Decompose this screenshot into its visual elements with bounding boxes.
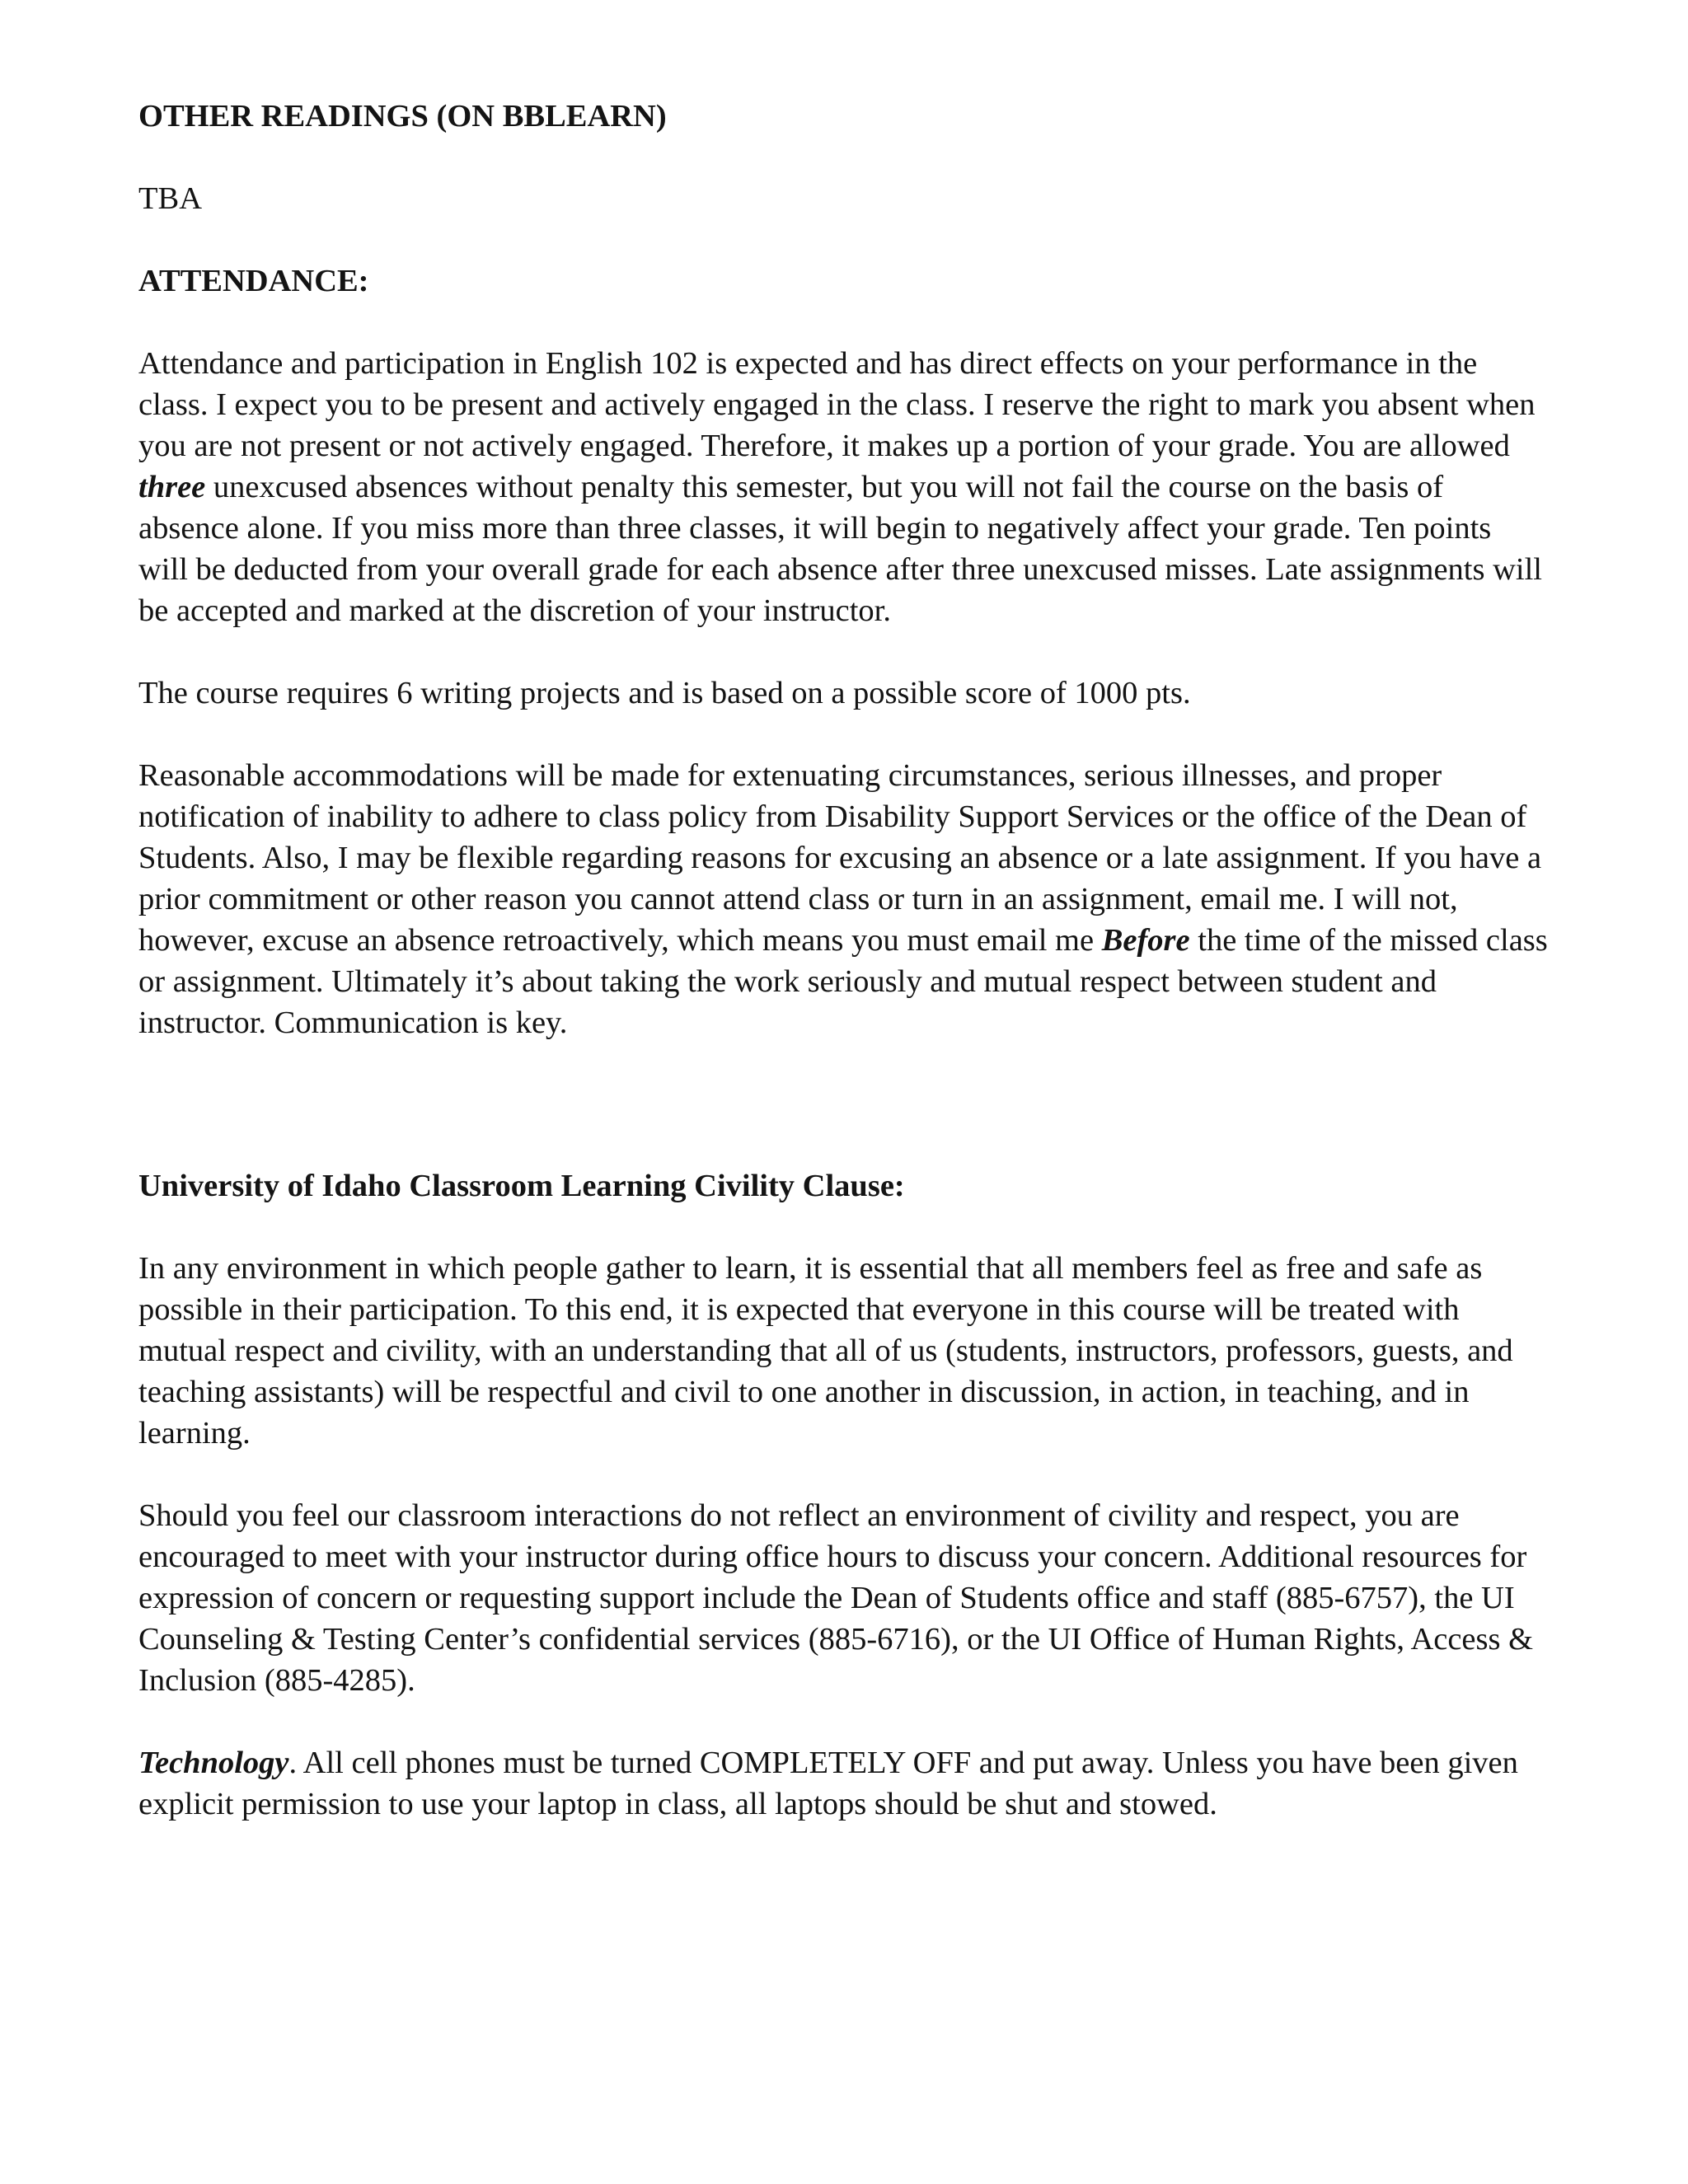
- attendance-heading: ATTENDANCE:: [138, 264, 369, 298]
- technology-label: Technology: [138, 1746, 289, 1780]
- civility-paragraph-2: Should you feel our classroom interactions do not reflect an environment of civility and respect, you are encouraged to meet with your instructor during office hours to discuss your concern. Additional resources for expression of concern or requesting support include the Dean of Students office and staff (885-6757), the UI Counseling & Testing Center’s confidential services (885-6716), or the UI Office of Human Rights, Access & Inclusion (885-4285).: [138, 1498, 1534, 1698]
- civility-heading: University of Idaho Classroom Learning Civility Clause:: [138, 1169, 905, 1203]
- attendance-p1-text-a: Attendance and participation in English 102 is expected and has direct effects on your performance in the class. I expect you to be present and actively engaged in the class. I reserve the right to mark you absent when you are not present or not actively engaged. Therefore, it makes up a portion of your grade. You are allowed: [138, 346, 1536, 463]
- attendance-paragraph-2: The course requires 6 writing projects and is based on a possible score of 1000 pts.: [138, 676, 1191, 710]
- attendance-p3-text-b: the time of the missed class or assignment. Ultimately it’s about taking the work seriously and mutual respect between student and instructor. Communication is key.: [138, 923, 1548, 1040]
- attendance-p3-emphasis: Before: [1101, 923, 1190, 958]
- attendance-p3-text-a: Reasonable accommodations will be made for extenuating circumstances, serious illnesses, and proper notification of inability to adhere to class policy from Disability Support Services or the office of the Dean of Students. Also, I may be flexible regarding reasons for excusing an absence or a late assignment. If you have a prior commitment or other reason you cannot attend class or turn in an assignment, email me. I will not, however, excuse an absence retroactively, which means you must email me: [138, 758, 1542, 958]
- technology-paragraph: [138, 1742, 1548, 1825]
- technology-text: . All cell phones must be turned COMPLETELY OFF and put away. Unless you have been given explicit permission to use your laptop in class, all laptops should be shut and stowed.: [138, 1746, 1518, 1821]
- attendance-p1-emphasis: three: [138, 470, 206, 504]
- document-page: [138, 96, 1548, 1825]
- civility-paragraph-1: In any environment in which people gather to learn, it is essential that all members feel as free and safe as possible in their participation. To this end, it is expected that everyone in this course will be treated with mutual respect and civility, with an understanding that all of us (students, instructors, professors, guests, and teaching assistants) will be respectful and civil to one another in discussion, in action, in teaching, and in learning.: [138, 1251, 1513, 1451]
- other-readings-heading: OTHER READINGS (ON BBLEARN): [138, 99, 667, 134]
- attendance-paragraph-3: [138, 755, 1548, 1043]
- attendance-p1-text-b: unexcused absences without penalty this semester, but you will not fail the course on the basis of absence alone. If you miss more than three classes, it will begin to negatively affect your grade. Ten points will be deducted from your overall grade for each absence after three unexcused misses. Late assignments will be accepted and marked at the discretion of your instructor.: [138, 470, 1542, 628]
- attendance-paragraph-1: [138, 343, 1548, 631]
- other-readings-body: TBA: [138, 181, 202, 216]
